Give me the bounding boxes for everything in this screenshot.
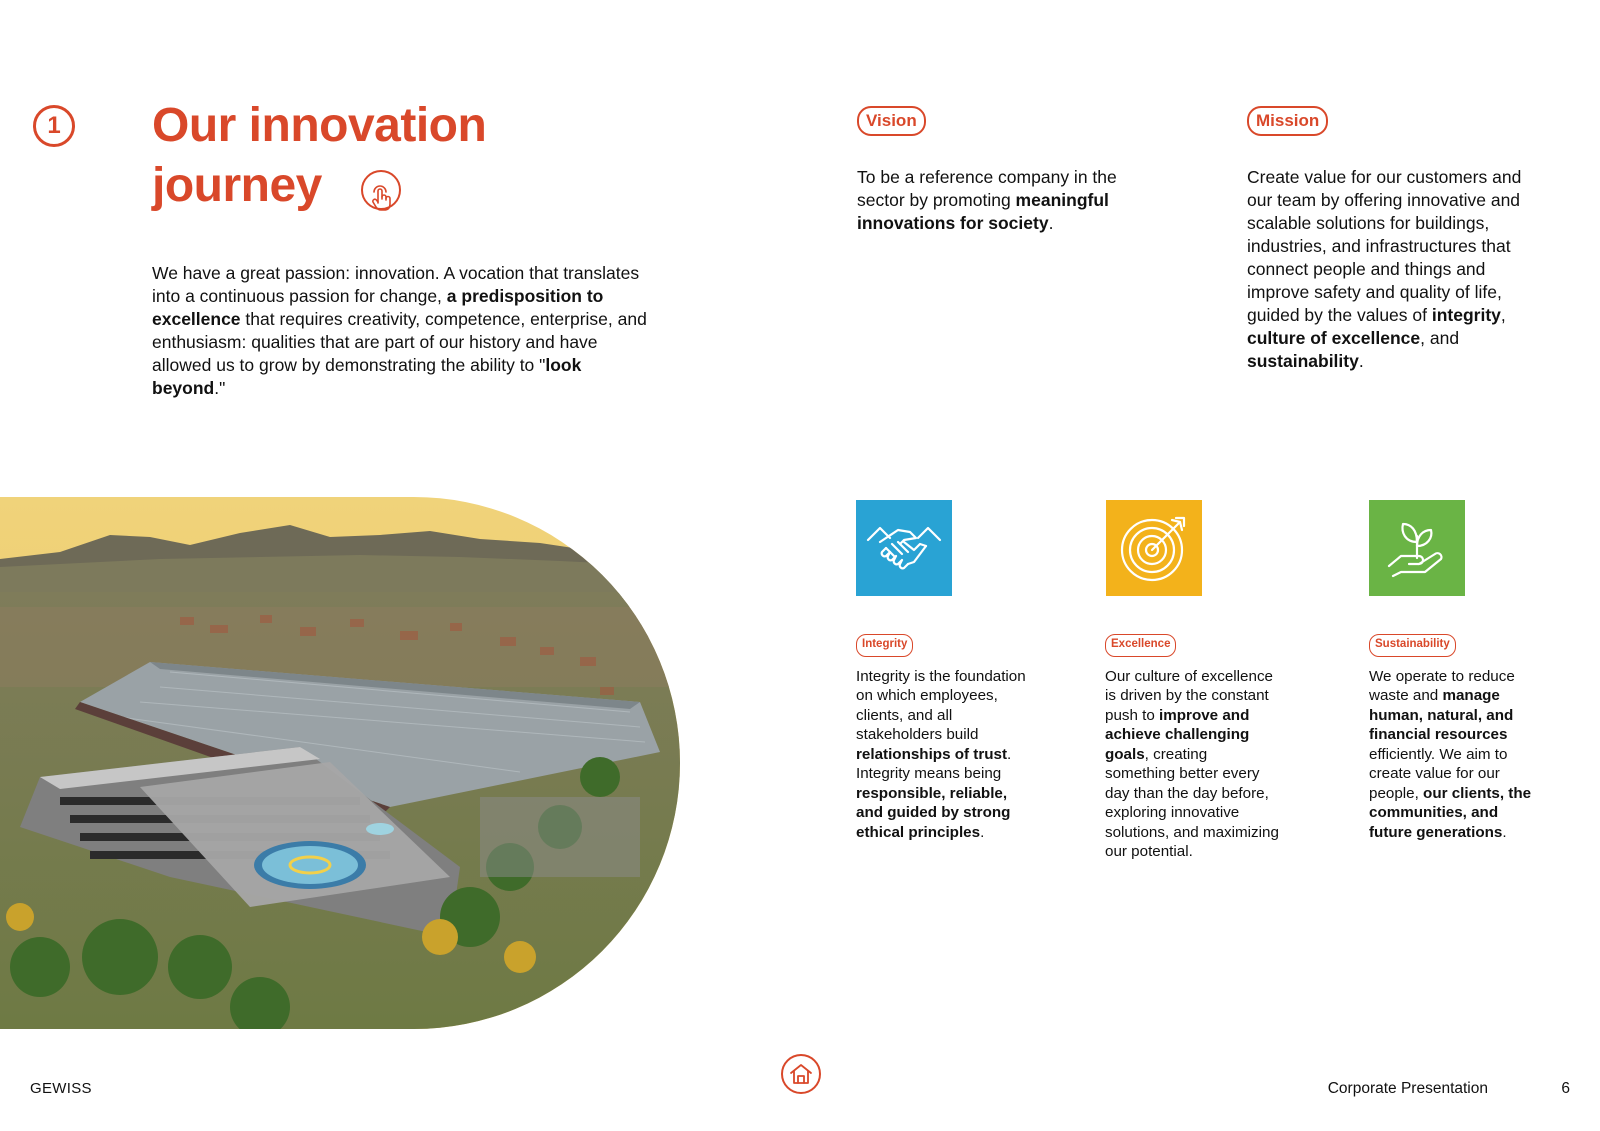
integrity-text-1: Integrity is the foundation on which employees, clients, and all stakeholders build xyxy=(856,667,1026,743)
handshake-icon xyxy=(856,500,952,596)
tap-hand-icon[interactable] xyxy=(361,170,401,210)
intro-text-1: We have a great passion: innovation. A vocation that translates into a continuous passion for change, xyxy=(152,263,640,306)
excellence-bold-1: improve and achieve challenging goals xyxy=(1105,706,1250,763)
page-title-line2: journey xyxy=(152,159,322,213)
sustainability-bold-1: manage human, natural, and financial resources xyxy=(1369,687,1514,743)
sustainability-column xyxy=(1369,633,1539,842)
sustainability-label: Sustainability xyxy=(1369,634,1456,657)
target-icon xyxy=(1106,500,1202,596)
intro-paragraph xyxy=(152,262,652,400)
footer-document-title: Corporate Presentation xyxy=(1327,1080,1488,1097)
sustainability-text-2: efficiently. We aim to create value for our people, xyxy=(1369,745,1508,802)
home-icon xyxy=(788,1061,814,1087)
intro-bold-1: a predisposition to excellence xyxy=(152,286,604,329)
excellence-column xyxy=(1105,633,1280,862)
mission-label: Mission xyxy=(1247,106,1328,136)
mission-bold-3: sustainability xyxy=(1247,351,1359,371)
integrity-text xyxy=(856,667,1031,843)
integrity-label: Integrity xyxy=(856,634,913,657)
vision-text xyxy=(857,166,1137,235)
excellence-text xyxy=(1105,667,1280,862)
sustainability-bold-2: our clients, the communities, and future generations xyxy=(1369,784,1532,841)
vision-label: Vision xyxy=(857,106,926,136)
sustainability-text-3: . xyxy=(1502,823,1507,841)
excellence-text-2: , creating something better every day than the day before, exploring innovative solutions, and maximizing our potential. xyxy=(1105,745,1279,860)
sustainability-text-1: We operate to reduce waste and xyxy=(1369,667,1515,704)
mission-text-3: , and xyxy=(1420,328,1460,348)
intro-bold-2: look beyond xyxy=(152,355,582,398)
vision-bold-1: meaningful innovations for society xyxy=(857,190,1109,233)
page-title-line1: Our innovation xyxy=(152,99,487,152)
integrity-column xyxy=(856,633,1031,842)
mission-text-4: . xyxy=(1358,351,1364,371)
mission-block xyxy=(1247,106,1527,373)
home-button[interactable] xyxy=(781,1054,821,1094)
mission-text xyxy=(1247,166,1527,373)
sustainability-text xyxy=(1369,667,1539,843)
mission-bold-1: integrity xyxy=(1431,305,1501,325)
intro-text-3: ." xyxy=(214,378,226,398)
integrity-bold-2: responsible, reliable, and guided by strong ethical principles xyxy=(856,784,1011,841)
excellence-text-1: Our culture of excellence is driven by the constant push to xyxy=(1105,667,1273,724)
excellence-label: Excellence xyxy=(1105,634,1176,657)
vision-block xyxy=(857,106,1137,235)
intro-text-2: that requires creativity, competence, enterprise, and enthusiasm: qualities that are part of our history and have allowed us to grow by demonstrating the ability to " xyxy=(152,309,647,375)
vision-text-2: . xyxy=(1048,213,1054,233)
integrity-text-2: . Integrity means being xyxy=(856,745,1012,782)
mission-text-2: , xyxy=(1500,305,1506,325)
page-title xyxy=(152,97,712,215)
integrity-bold-1: relationships of trust xyxy=(856,745,1008,763)
headquarters-aerial-photo xyxy=(0,497,680,1029)
mission-bold-2: culture of excellence xyxy=(1247,328,1421,348)
integrity-text-3: . xyxy=(980,823,985,841)
vision-text-1: To be a reference company in the sector by promoting xyxy=(857,167,1117,210)
section-number-badge xyxy=(33,105,75,147)
mission-text-1: Create value for our customers and our team by offering innovative and scalable solutions for buildings, industries, and infrastructures that connect people and things and improve safety and quality of life, guided by the values of xyxy=(1247,167,1522,325)
page-number: 6 xyxy=(1561,1080,1570,1097)
section-number: 1 xyxy=(47,112,61,139)
footer-brand: GEWISS xyxy=(30,1080,92,1097)
plant-in-hand-icon xyxy=(1369,500,1465,596)
